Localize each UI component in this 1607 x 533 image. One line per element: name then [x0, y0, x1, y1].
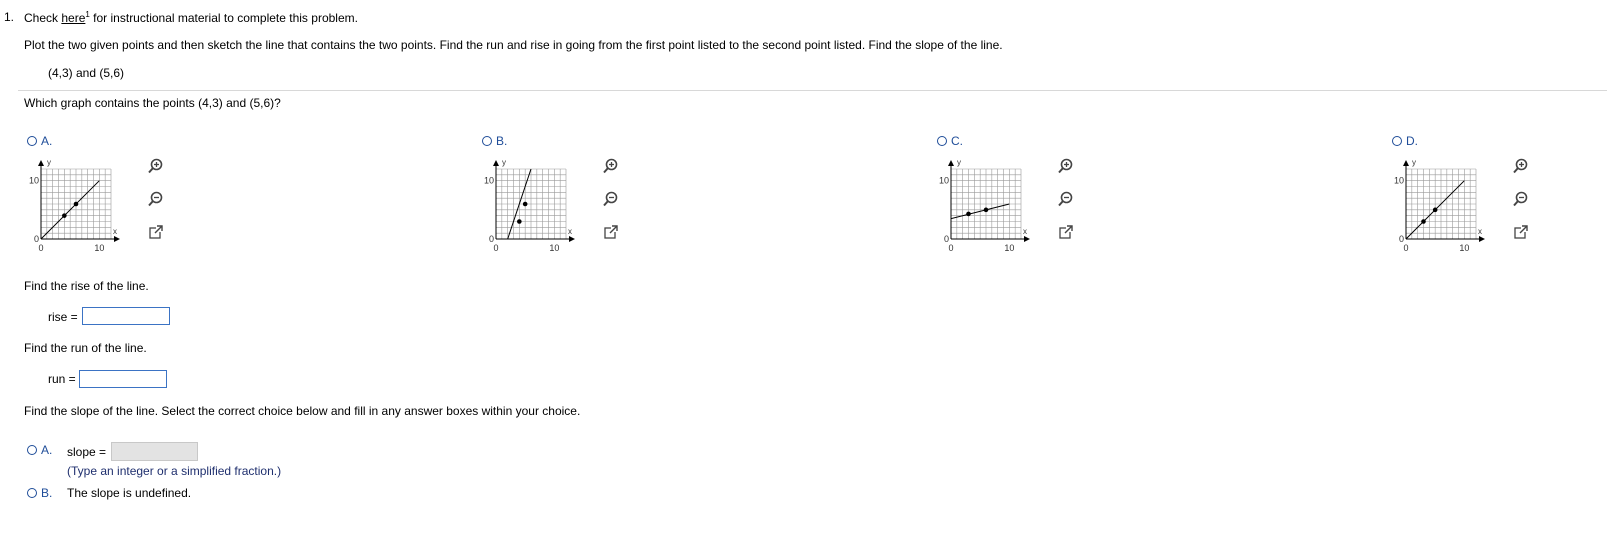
help-link[interactable]: here: [61, 11, 86, 25]
slope-input[interactable]: [111, 442, 198, 461]
y-tick-10: 10: [1394, 175, 1404, 186]
slope-b-text: The slope is undefined.: [67, 486, 192, 500]
zoom-out-icon[interactable]: [1512, 190, 1530, 208]
option-c[interactable]: [937, 134, 963, 148]
graph-c: [939, 157, 1049, 262]
option-b-letter: B.: [496, 134, 508, 148]
x-axis-label: x: [1023, 227, 1027, 236]
radio-slope-b[interactable]: [27, 488, 37, 498]
y-tick-0: 0: [1398, 234, 1404, 244]
handle: [604, 201, 608, 206]
zoom-in-icon[interactable]: [1512, 157, 1530, 175]
given-points: (4,3) and (5,6): [48, 66, 125, 80]
zoom-out-icon[interactable]: [1057, 190, 1075, 208]
footnote-mark: 1: [85, 10, 90, 19]
y-axis-label: y: [502, 158, 506, 167]
y-tick-0: 0: [943, 234, 949, 244]
divider: [18, 90, 1607, 91]
x-tick-0: 0: [1403, 243, 1409, 253]
option-b[interactable]: [482, 134, 507, 148]
x-tick-0: 0: [948, 243, 954, 253]
plotted-point: [523, 202, 528, 207]
rise-prompt: Find the rise of the line.: [24, 279, 149, 293]
expand-icon[interactable]: [147, 223, 165, 241]
x-tick-10: 10: [1004, 243, 1015, 253]
zoom-in-icon[interactable]: [147, 157, 165, 175]
handle: [604, 168, 608, 173]
x-axis-label: x: [113, 227, 117, 236]
handle: [1514, 201, 1518, 206]
run-label: run =: [48, 372, 76, 386]
plotted-point: [984, 208, 989, 213]
run-input[interactable]: [79, 370, 167, 388]
x-axis-label: x: [568, 227, 572, 236]
slope-choice-a[interactable]: [27, 443, 52, 457]
graph-a: [29, 157, 139, 262]
y-axis-arrow-icon: [493, 160, 499, 166]
plotted-point: [1421, 219, 1426, 224]
plotted-point: [74, 202, 79, 207]
x-axis-arrow-icon: [1024, 236, 1030, 242]
plotted-point: [62, 213, 67, 218]
radio-option-c[interactable]: [937, 136, 947, 146]
x-axis-arrow-icon: [569, 236, 575, 242]
option-d[interactable]: [1392, 134, 1418, 148]
handle: [149, 201, 153, 206]
x-tick-0: 0: [493, 243, 499, 253]
check-pre: Check: [24, 11, 62, 25]
slope-choice-a-letter: A.: [41, 443, 53, 457]
run-prompt: Find the run of the line.: [24, 341, 147, 355]
slope-choice-b-letter: B.: [41, 486, 53, 500]
option-a-letter: A.: [41, 134, 53, 148]
x-tick-10: 10: [94, 243, 105, 253]
slope-hint: (Type an integer or a simplified fraction.): [67, 464, 282, 478]
rise-input[interactable]: [82, 307, 170, 325]
problem-number: 1.: [4, 10, 15, 24]
plotted-point: [1433, 208, 1438, 213]
check-post: for instructional material to complete this problem.: [89, 11, 358, 25]
x-axis-label: x: [1478, 227, 1482, 236]
handle: [1059, 168, 1063, 173]
y-tick-0: 0: [33, 234, 39, 244]
graph-d: [1394, 157, 1504, 262]
plotted-point: [517, 219, 522, 224]
zoom-out-icon[interactable]: [602, 190, 620, 208]
x-tick-10: 10: [549, 243, 560, 253]
radio-option-d[interactable]: [1392, 136, 1402, 146]
slope-choice-b[interactable]: [27, 486, 52, 500]
y-tick-10: 10: [29, 175, 39, 186]
question-text: Which graph contains the points (4,3) and (5,6)?: [24, 96, 281, 110]
x-tick-10: 10: [1459, 243, 1470, 253]
option-d-letter: D.: [1406, 134, 1418, 148]
expand-icon[interactable]: [1057, 223, 1075, 241]
instruction-check: [24, 10, 358, 25]
radio-slope-a[interactable]: [27, 445, 37, 455]
zoom-out-icon[interactable]: [147, 190, 165, 208]
handle: [149, 168, 153, 173]
option-a[interactable]: [27, 134, 52, 148]
handle: [1514, 168, 1518, 173]
slope-prompt: Find the slope of the line. Select the correct choice below and fill in any answer boxes within your choice.: [24, 404, 581, 418]
y-axis-arrow-icon: [38, 160, 44, 166]
y-tick-0: 0: [488, 234, 494, 244]
y-axis-arrow-icon: [948, 160, 954, 166]
y-tick-10: 10: [939, 175, 949, 186]
instructions-text: Plot the two given points and then sketch the line that contains the two points. Find the run and rise in going from the first point listed to the second point listed. Find the slope of the line.: [24, 38, 1003, 52]
zoom-in-icon[interactable]: [602, 157, 620, 175]
x-axis-arrow-icon: [1479, 236, 1485, 242]
y-axis-label: y: [47, 158, 51, 167]
x-tick-0: 0: [38, 243, 44, 253]
y-axis-arrow-icon: [1403, 160, 1409, 166]
zoom-in-icon[interactable]: [1057, 157, 1075, 175]
expand-icon[interactable]: [602, 223, 620, 241]
y-axis-label: y: [957, 158, 961, 167]
graph-b: [484, 157, 594, 262]
plotted-point: [966, 212, 971, 217]
expand-icon[interactable]: [1512, 223, 1530, 241]
option-c-letter: C.: [951, 134, 963, 148]
y-axis-label: y: [1412, 158, 1416, 167]
handle: [1059, 201, 1063, 206]
y-tick-10: 10: [484, 175, 494, 186]
radio-option-b[interactable]: [482, 136, 492, 146]
radio-option-a[interactable]: [27, 136, 37, 146]
rise-label: rise =: [48, 310, 78, 324]
x-axis-arrow-icon: [114, 236, 120, 242]
slope-label: slope =: [67, 445, 107, 459]
